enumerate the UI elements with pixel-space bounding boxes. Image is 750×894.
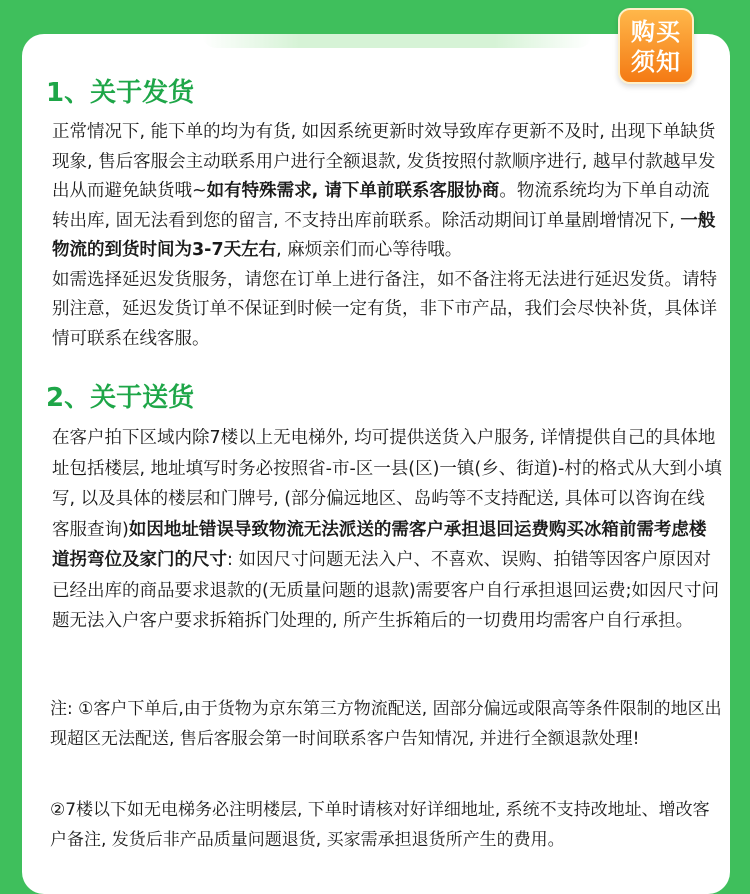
delivery-text-a: 在客户拍下区域内除7楼以上无电梯外, 均可提供送货入户服务, 详情提供自己的具体地址包括楼层, 地址填写时务必按照省-市-区一县(区)一镇(乡、街道)-村的格式从大到小填写, 以及具体的楼层和门牌号, (部分偏远地区、岛屿等不支持配送, 具体可以咨询在线客服查询) bbox=[52, 428, 722, 540]
section-title-delivery: 2、关于送货 bbox=[46, 383, 195, 413]
delivery-section-body bbox=[52, 423, 722, 637]
section-title-shipping: 1、关于发货 bbox=[46, 78, 195, 108]
delivery-text-c: : 如因尺寸问题无法入户、不喜欢、误购、拍错等因客户原因对已经出库的商品要求退款的(无质量问题的退款)需要客户自行承担退回运费;如因尺寸问题无法入户客户要求拆箱拆门处理的, 所产生拆箱后的一切费用均需客户自行承担。 bbox=[52, 550, 720, 631]
note-1: 注: ①客户下单后,由于货物为京东第三方物流配送, 固部分偏远或限高等条件限制的地区出现超区无法配送, 售后客服会第一时间联系客户告知情况, 并进行全额退款处理! bbox=[50, 699, 722, 749]
shipping-text-c: 。物流系统均为下单自动流转出库, 固无法看到您的留言, 不支持出库前联系。除活动期间订单量剧增情况下, bbox=[52, 181, 710, 231]
note-2: ②7楼以下如无电梯务必注明楼层, 下单时请核对好详细地址, 系统不支持改地址、增改客户备注, 发货后非产品质量问题退货, 买家需承担退货所产生的费用。 bbox=[50, 800, 710, 850]
purchase-notice-badge bbox=[618, 8, 694, 84]
badge-line-1: 购买 bbox=[631, 18, 681, 46]
shipping-paragraph-2: 如需选择延迟发货服务，请您在订单上进行备注，如不备注将无法进行延迟发货。请特别注意，延迟发货订单不保证到时候一定有货，非下市产品，我们会尽快补货，具体详情可联系在线客服。 bbox=[52, 269, 717, 349]
card-top-decoration bbox=[202, 34, 592, 48]
shipping-highlight-delivery-time: 一般物流的到货时间为3-7天左右 bbox=[52, 210, 716, 260]
shipping-text-e: , 麻烦亲们而心等待哦。 bbox=[276, 240, 463, 260]
shipping-paragraph-1 bbox=[52, 118, 722, 266]
delivery-highlight-return-fee: 如因地址错误导致物流无法派送的需客户承担退回运费购买冰箱前需考虑楼道拐弯位及家门的尺寸 bbox=[52, 519, 707, 570]
badge-line-2: 须知 bbox=[631, 48, 681, 76]
shipping-highlight-special-needs: 如有特殊需求, 请下单前联系客服协商 bbox=[206, 181, 500, 201]
shipping-text-a: 正常情况下, 能下单的均为有货, 如因系统更新时效导致库存更新不及时, 出现下单缺货现象, 售后客服会主动联系用户进行全额退款, 发货按照付款顺序进行, 越早付款越早发出从而避免缺货哦~ bbox=[52, 122, 716, 201]
shipping-section-body bbox=[52, 118, 722, 354]
